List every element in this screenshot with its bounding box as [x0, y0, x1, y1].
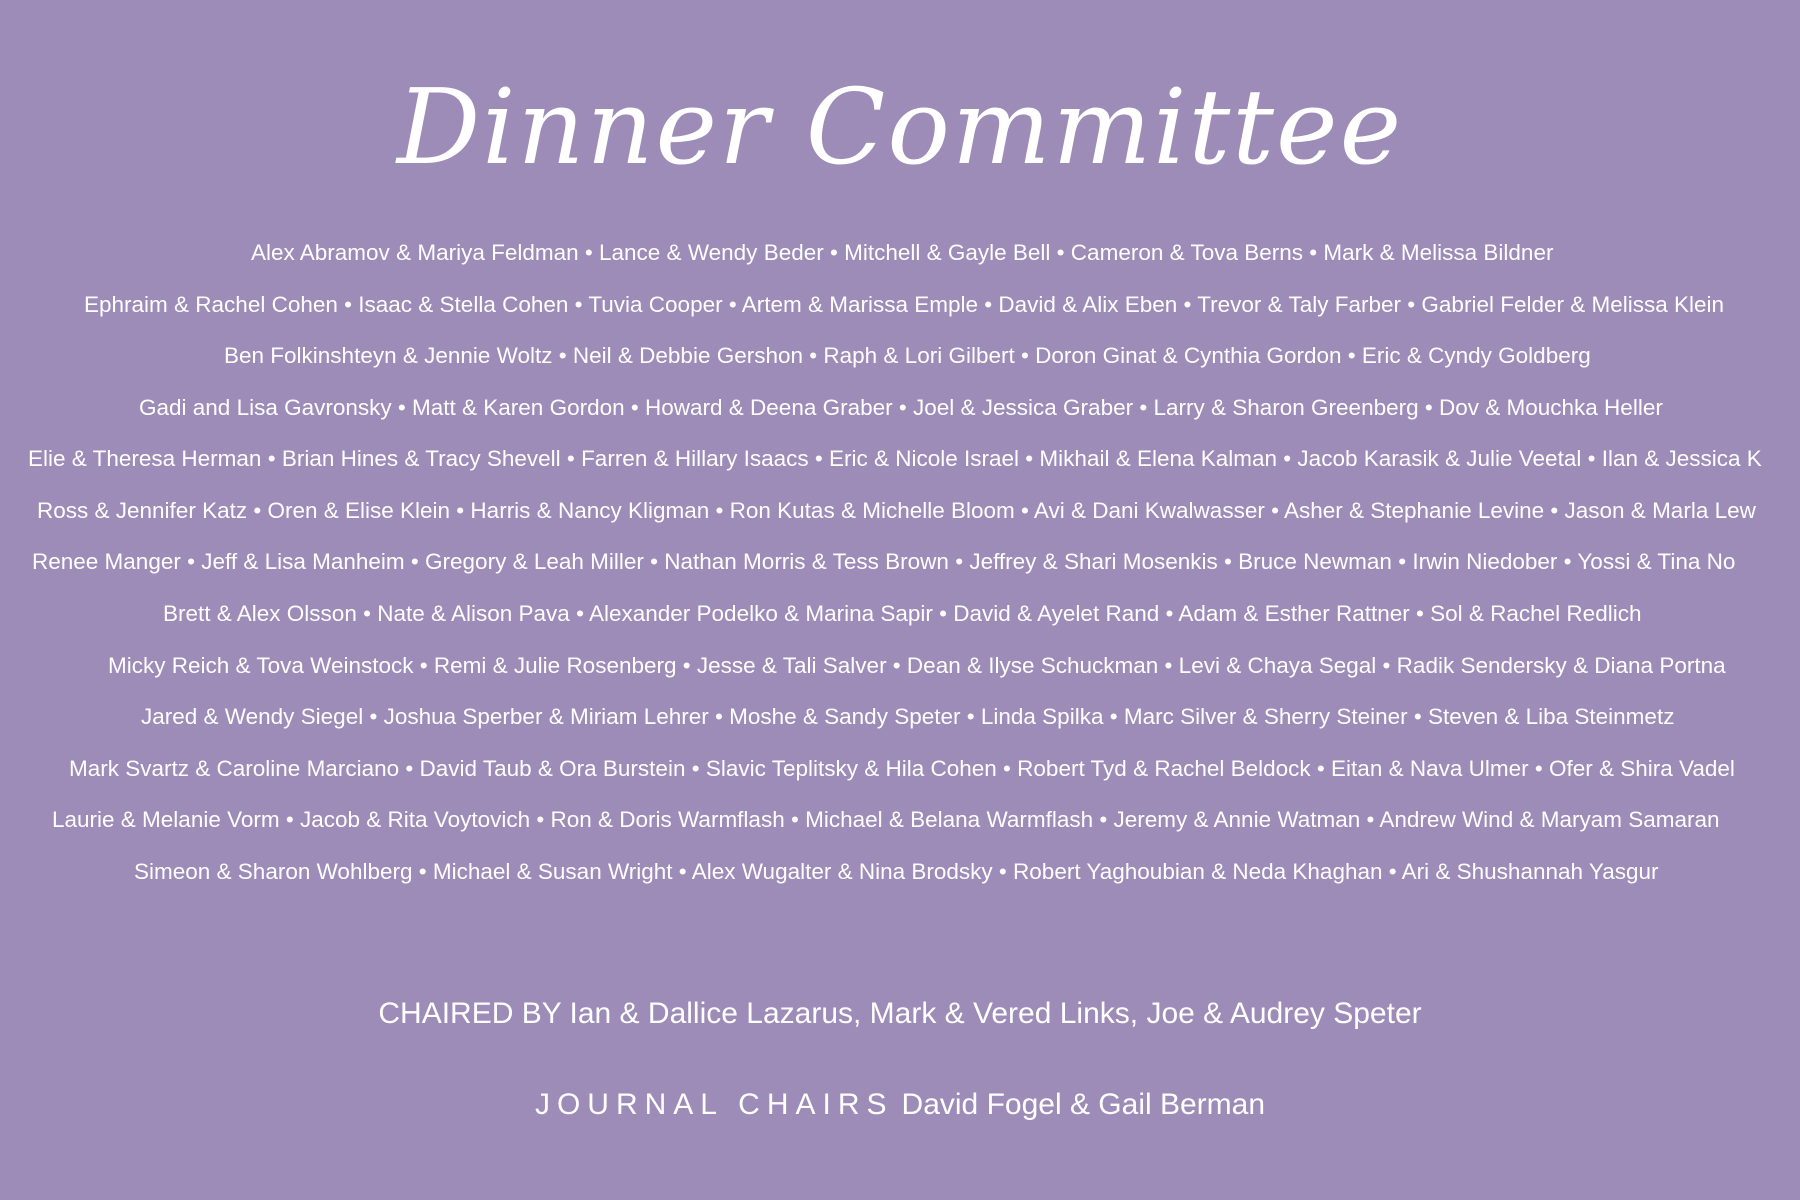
- committee-line: Elie & Theresa Herman • Brian Hines & Tracy Shevell • Farren & Hillary Isaacs • Eric & Nicole Israel • Mikhail & Elena Kalman • Jacob Karasik & Julie Veetal • Ilan & Jessica K: [28, 446, 1762, 471]
- committee-line: Renee Manger • Jeff & Lisa Manheim • Gregory & Leah Miller • Nathan Morris & Tess Brown • Jeffrey & Shari Mosenkis • Bruce Newman • Irwin Niedober • Yossi & Tina No: [32, 549, 1736, 574]
- committee-line: Laurie & Melanie Vorm • Jacob & Rita Voytovich • Ron & Doris Warmflash • Michael & Belana Warmflash • Jeremy & Annie Watman • Andrew Wind & Maryam Samaran: [52, 807, 1720, 832]
- journal-chairs: [0, 1087, 1800, 1123]
- committee-line: Ross & Jennifer Katz • Oren & Elise Klein • Harris & Nancy Kligman • Ron Kutas & Michelle Bloom • Avi & Dani Kwalwasser • Asher & Stephanie Levine • Jason & Marla Lew: [37, 498, 1756, 523]
- committee-line: Gadi and Lisa Gavronsky • Matt & Karen Gordon • Howard & Deena Graber • Joel & Jessica Graber • Larry & Sharon Greenberg • Dov & Mouchka Heller: [139, 395, 1663, 420]
- page-title: Dinner Committee: [396, 66, 1404, 188]
- committee-line: Micky Reich & Tova Weinstock • Remi & Julie Rosenberg • Jesse & Tali Salver • Dean & Ilyse Schuckman • Levi & Chaya Segal • Radik Sendersky & Diana Portna: [108, 653, 1726, 678]
- committee-line: Jared & Wendy Siegel • Joshua Sperber & Miriam Lehrer • Moshe & Sandy Speter • Linda Spilka • Marc Silver & Sherry Steiner • Steven & Liba Steinmetz: [141, 704, 1675, 729]
- committee-line: Ben Folkinshteyn & Jennie Woltz • Neil & Debbie Gershon • Raph & Lori Gilbert • Doron Ginat & Cynthia Gordon • Eric & Cyndy Goldberg: [224, 343, 1591, 368]
- journal-chairs-label: JOURNAL CHAIRS: [534, 1088, 894, 1121]
- chaired-by: CHAIRED BY Ian & Dallice Lazarus, Mark & Vered Links, Joe & Audrey Speter: [378, 997, 1422, 1030]
- journal-chairs-names: David Fogel & Gail Berman: [901, 1088, 1266, 1121]
- committee-line: Alex Abramov & Mariya Feldman • Lance & Wendy Beder • Mitchell & Gayle Bell • Cameron & Tova Berns • Mark & Melissa Bildner: [251, 240, 1554, 265]
- committee-line: Simeon & Sharon Wohlberg • Michael & Susan Wright • Alex Wugalter & Nina Brodsky • Robert Yaghoubian & Neda Khaghan • Ari & Shushannah Yasgur: [134, 859, 1659, 884]
- committee-line: Brett & Alex Olsson • Nate & Alison Pava • Alexander Podelko & Marina Sapir • David & Ayelet Rand • Adam & Esther Rattner • Sol & Rachel Redlich: [163, 601, 1642, 626]
- committee-line: Ephraim & Rachel Cohen • Isaac & Stella Cohen • Tuvia Cooper • Artem & Marissa Emple • David & Alix Eben • Trevor & Taly Farber • Gabriel Felder & Melissa Klein: [84, 292, 1725, 317]
- committee-line: Mark Svartz & Caroline Marciano • David Taub & Ora Burstein • Slavic Teplitsky & Hila Cohen • Robert Tyd & Rachel Beldock • Eitan & Nava Ulmer • Ofer & Shira Vadel: [69, 756, 1735, 781]
